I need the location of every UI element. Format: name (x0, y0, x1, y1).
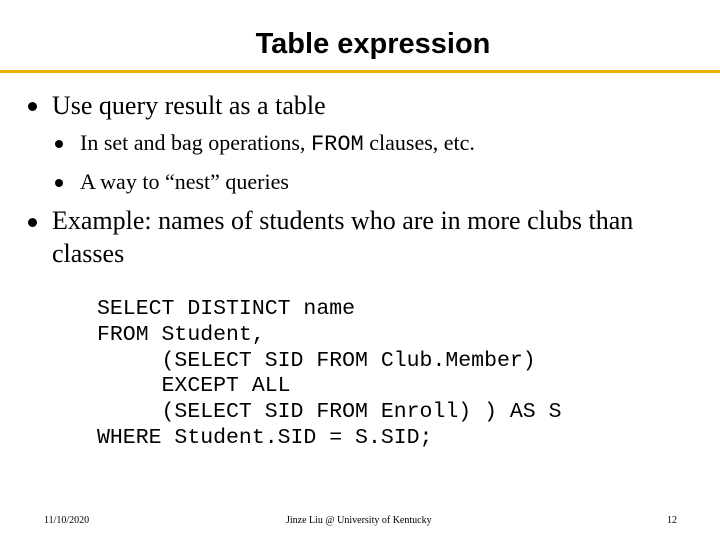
bullet-text-line1: Example: names of students who are in more clubs than (52, 206, 634, 235)
title-divider (0, 70, 720, 73)
code-line: EXCEPT ALL (97, 374, 291, 399)
sub-bullet-dot (55, 179, 63, 187)
code-line: (SELECT SID FROM Club.Member) (97, 348, 536, 373)
footer-date: 11/10/2020 (44, 515, 90, 526)
sub-bullet-text (80, 129, 475, 159)
bullet-text-line2: classes (52, 239, 125, 268)
inline-code: FROM (310, 132, 364, 157)
sub-bullet-suffix: clauses, etc. (363, 130, 475, 155)
sql-code-block (97, 297, 561, 452)
code-line: (SELECT SID FROM Enroll) ) AS S (97, 400, 562, 425)
code-line: WHERE Student.SID = S.SID; (97, 425, 433, 450)
code-line: FROM Student, (97, 322, 265, 347)
sub-bullet-prefix: In set and bag operations, (80, 130, 311, 155)
footer-author: Jinze Liu @ University of Kentucky (286, 515, 432, 526)
page-number: 12 (667, 515, 677, 526)
bullet-dot (28, 102, 37, 111)
sub-bullet-dot (55, 140, 63, 148)
code-line: SELECT DISTINCT name (97, 297, 356, 321)
bullet-text: Use query result as a table (52, 91, 326, 120)
bullet-dot (28, 218, 37, 227)
sub-bullet-text: A way to “nest” queries (80, 169, 289, 194)
slide-title: Table expression (255, 28, 491, 60)
